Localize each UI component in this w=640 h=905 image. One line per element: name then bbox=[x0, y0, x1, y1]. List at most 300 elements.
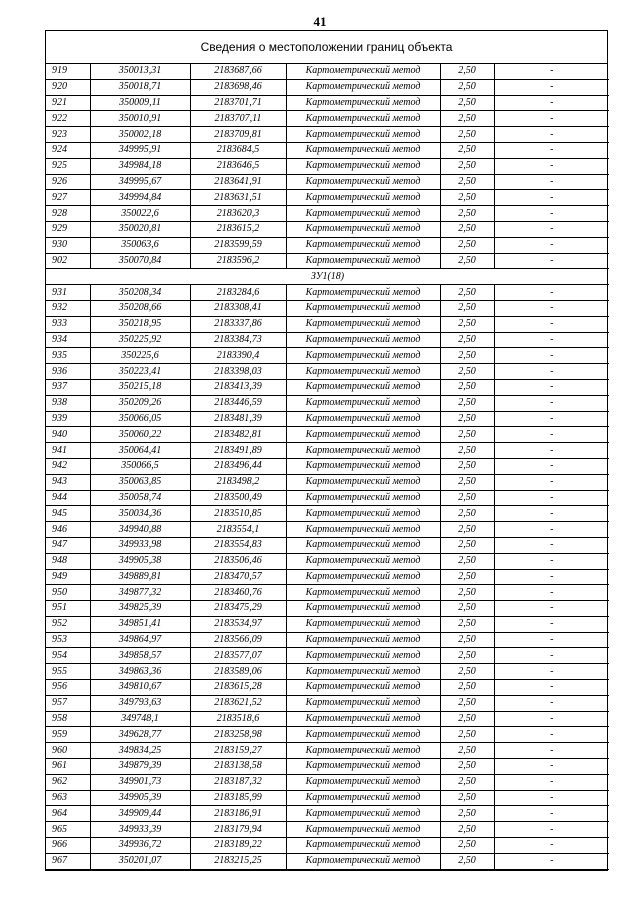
x-coordinate-cell: 349995,91 bbox=[90, 142, 190, 158]
point-number-cell: 961 bbox=[46, 759, 90, 775]
method-cell: Картометрический метод bbox=[286, 474, 440, 490]
point-number-cell: 960 bbox=[46, 743, 90, 759]
point-number-cell: 933 bbox=[46, 316, 90, 332]
accuracy-cell: 2,50 bbox=[440, 727, 494, 743]
point-number-cell: 946 bbox=[46, 522, 90, 538]
y-coordinate-cell: 2183709,81 bbox=[190, 127, 286, 143]
description-cell: - bbox=[494, 553, 609, 569]
method-cell: Картометрический метод bbox=[286, 616, 440, 632]
point-number-cell: 945 bbox=[46, 506, 90, 522]
method-cell: Картометрический метод bbox=[286, 190, 440, 206]
description-cell: - bbox=[494, 743, 609, 759]
x-coordinate-cell: 349901,73 bbox=[90, 774, 190, 790]
x-coordinate-cell: 349851,41 bbox=[90, 616, 190, 632]
table-row bbox=[46, 474, 609, 490]
table-row bbox=[46, 285, 609, 301]
description-cell: - bbox=[494, 727, 609, 743]
accuracy-cell: 2,50 bbox=[440, 348, 494, 364]
point-number-cell: 939 bbox=[46, 411, 90, 427]
description-cell: - bbox=[494, 790, 609, 806]
point-number-cell: 922 bbox=[46, 111, 90, 127]
method-cell: Картометрический метод bbox=[286, 206, 440, 222]
description-cell: - bbox=[494, 111, 609, 127]
accuracy-cell: 2,50 bbox=[440, 553, 494, 569]
y-coordinate-cell: 2183554,1 bbox=[190, 522, 286, 538]
method-cell: Картометрический метод bbox=[286, 158, 440, 174]
accuracy-cell: 2,50 bbox=[440, 127, 494, 143]
y-coordinate-cell: 2183498,2 bbox=[190, 474, 286, 490]
accuracy-cell: 2,50 bbox=[440, 853, 494, 869]
x-coordinate-cell: 350225,92 bbox=[90, 332, 190, 348]
accuracy-cell: 2,50 bbox=[440, 332, 494, 348]
x-coordinate-cell: 350223,41 bbox=[90, 364, 190, 380]
description-cell: - bbox=[494, 364, 609, 380]
x-coordinate-cell: 349628,77 bbox=[90, 727, 190, 743]
y-coordinate-cell: 2183390,4 bbox=[190, 348, 286, 364]
x-coordinate-cell: 350208,66 bbox=[90, 300, 190, 316]
table-row bbox=[46, 300, 609, 316]
method-cell: Картометрический метод bbox=[286, 727, 440, 743]
y-coordinate-cell: 2183179,94 bbox=[190, 822, 286, 838]
table-row bbox=[46, 174, 609, 190]
x-coordinate-cell: 350066,05 bbox=[90, 411, 190, 427]
x-coordinate-cell: 350063,6 bbox=[90, 237, 190, 253]
point-number-cell: 920 bbox=[46, 79, 90, 95]
y-coordinate-cell: 2183687,66 bbox=[190, 64, 286, 79]
accuracy-cell: 2,50 bbox=[440, 822, 494, 838]
point-number-cell: 935 bbox=[46, 348, 90, 364]
y-coordinate-cell: 2183308,41 bbox=[190, 300, 286, 316]
point-number-cell: 962 bbox=[46, 774, 90, 790]
method-cell: Картометрический метод bbox=[286, 127, 440, 143]
method-cell: Картометрический метод bbox=[286, 221, 440, 237]
y-coordinate-cell: 2183566,09 bbox=[190, 632, 286, 648]
method-cell: Картометрический метод bbox=[286, 111, 440, 127]
coordinates-frame bbox=[45, 30, 608, 871]
table-row bbox=[46, 206, 609, 222]
y-coordinate-cell: 2183554,83 bbox=[190, 537, 286, 553]
point-number-cell: 936 bbox=[46, 364, 90, 380]
table-row bbox=[46, 364, 609, 380]
accuracy-cell: 2,50 bbox=[440, 585, 494, 601]
method-cell: Картометрический метод bbox=[286, 774, 440, 790]
x-coordinate-cell: 350002,18 bbox=[90, 127, 190, 143]
table-row bbox=[46, 853, 609, 869]
accuracy-cell: 2,50 bbox=[440, 111, 494, 127]
description-cell: - bbox=[494, 332, 609, 348]
y-coordinate-cell: 2183589,06 bbox=[190, 664, 286, 680]
description-cell: - bbox=[494, 237, 609, 253]
y-coordinate-cell: 2183707,11 bbox=[190, 111, 286, 127]
x-coordinate-cell: 349940,88 bbox=[90, 522, 190, 538]
method-cell: Картометрический метод bbox=[286, 537, 440, 553]
point-number-cell: 965 bbox=[46, 822, 90, 838]
description-cell: - bbox=[494, 759, 609, 775]
y-coordinate-cell: 2183698,46 bbox=[190, 79, 286, 95]
point-number-cell: 926 bbox=[46, 174, 90, 190]
point-number-cell: 950 bbox=[46, 585, 90, 601]
table-row bbox=[46, 490, 609, 506]
accuracy-cell: 2,50 bbox=[440, 253, 494, 269]
x-coordinate-cell: 350209,26 bbox=[90, 395, 190, 411]
table-row bbox=[46, 522, 609, 538]
x-coordinate-cell: 350070,84 bbox=[90, 253, 190, 269]
method-cell: Картометрический метод bbox=[286, 648, 440, 664]
description-cell: - bbox=[494, 395, 609, 411]
description-cell: - bbox=[494, 206, 609, 222]
point-number-cell: 921 bbox=[46, 95, 90, 111]
accuracy-cell: 2,50 bbox=[440, 174, 494, 190]
y-coordinate-cell: 2183615,2 bbox=[190, 221, 286, 237]
table-row bbox=[46, 348, 609, 364]
accuracy-cell: 2,50 bbox=[440, 616, 494, 632]
method-cell: Картометрический метод bbox=[286, 64, 440, 79]
table-row bbox=[46, 379, 609, 395]
method-cell: Картометрический метод bbox=[286, 680, 440, 696]
y-coordinate-cell: 2183701,71 bbox=[190, 95, 286, 111]
table-row bbox=[46, 632, 609, 648]
table-row bbox=[46, 458, 609, 474]
description-cell: - bbox=[494, 664, 609, 680]
table-row bbox=[46, 64, 609, 79]
method-cell: Картометрический метод bbox=[286, 743, 440, 759]
method-cell: Картометрический метод bbox=[286, 506, 440, 522]
x-coordinate-cell: 350013,31 bbox=[90, 64, 190, 79]
y-coordinate-cell: 2183446,59 bbox=[190, 395, 286, 411]
table-row bbox=[46, 395, 609, 411]
description-cell: - bbox=[494, 348, 609, 364]
x-coordinate-cell: 349905,38 bbox=[90, 553, 190, 569]
method-cell: Картометрический метод bbox=[286, 632, 440, 648]
description-cell: - bbox=[494, 174, 609, 190]
method-cell: Картометрический метод bbox=[286, 790, 440, 806]
x-coordinate-cell: 349909,44 bbox=[90, 806, 190, 822]
point-number-cell: 941 bbox=[46, 443, 90, 459]
point-number-cell: 931 bbox=[46, 285, 90, 301]
method-cell: Картометрический метод bbox=[286, 237, 440, 253]
description-cell: - bbox=[494, 127, 609, 143]
x-coordinate-cell: 349834,25 bbox=[90, 743, 190, 759]
description-cell: - bbox=[494, 774, 609, 790]
description-cell: - bbox=[494, 695, 609, 711]
method-cell: Картометрический метод bbox=[286, 553, 440, 569]
accuracy-cell: 2,50 bbox=[440, 395, 494, 411]
y-coordinate-cell: 2183481,39 bbox=[190, 411, 286, 427]
description-cell: - bbox=[494, 522, 609, 538]
description-cell: - bbox=[494, 648, 609, 664]
x-coordinate-cell: 350063,85 bbox=[90, 474, 190, 490]
accuracy-cell: 2,50 bbox=[440, 458, 494, 474]
point-number-cell: 955 bbox=[46, 664, 90, 680]
method-cell: Картометрический метод bbox=[286, 759, 440, 775]
point-number-cell: 944 bbox=[46, 490, 90, 506]
accuracy-cell: 2,50 bbox=[440, 474, 494, 490]
description-cell: - bbox=[494, 221, 609, 237]
table-row bbox=[46, 316, 609, 332]
y-coordinate-cell: 2183646,5 bbox=[190, 158, 286, 174]
x-coordinate-cell: 350215,18 bbox=[90, 379, 190, 395]
method-cell: Картометрический метод bbox=[286, 300, 440, 316]
y-coordinate-cell: 2183470,57 bbox=[190, 569, 286, 585]
accuracy-cell: 2,50 bbox=[440, 158, 494, 174]
accuracy-cell: 2,50 bbox=[440, 522, 494, 538]
method-cell: Картометрический метод bbox=[286, 427, 440, 443]
accuracy-cell: 2,50 bbox=[440, 601, 494, 617]
y-coordinate-cell: 2183185,99 bbox=[190, 790, 286, 806]
x-coordinate-cell: 349995,67 bbox=[90, 174, 190, 190]
y-coordinate-cell: 2183159,27 bbox=[190, 743, 286, 759]
point-number-cell: 948 bbox=[46, 553, 90, 569]
y-coordinate-cell: 2183500,49 bbox=[190, 490, 286, 506]
description-cell: - bbox=[494, 632, 609, 648]
accuracy-cell: 2,50 bbox=[440, 285, 494, 301]
y-coordinate-cell: 2183518,6 bbox=[190, 711, 286, 727]
description-cell: - bbox=[494, 427, 609, 443]
method-cell: Картометрический метод bbox=[286, 822, 440, 838]
accuracy-cell: 2,50 bbox=[440, 743, 494, 759]
description-cell: - bbox=[494, 458, 609, 474]
table-row bbox=[46, 79, 609, 95]
accuracy-cell: 2,50 bbox=[440, 648, 494, 664]
point-number-cell: 934 bbox=[46, 332, 90, 348]
description-cell: - bbox=[494, 838, 609, 854]
accuracy-cell: 2,50 bbox=[440, 237, 494, 253]
y-coordinate-cell: 2183684,5 bbox=[190, 142, 286, 158]
point-number-cell: 937 bbox=[46, 379, 90, 395]
accuracy-cell: 2,50 bbox=[440, 537, 494, 553]
point-number-cell: 947 bbox=[46, 537, 90, 553]
description-cell: - bbox=[494, 616, 609, 632]
y-coordinate-cell: 2183491,89 bbox=[190, 443, 286, 459]
description-cell: - bbox=[494, 680, 609, 696]
y-coordinate-cell: 2183475,29 bbox=[190, 601, 286, 617]
table-row bbox=[46, 838, 609, 854]
method-cell: Картометрический метод bbox=[286, 458, 440, 474]
point-number-cell: 938 bbox=[46, 395, 90, 411]
coordinates-table bbox=[46, 64, 609, 870]
point-number-cell: 902 bbox=[46, 253, 90, 269]
accuracy-cell: 2,50 bbox=[440, 316, 494, 332]
description-cell: - bbox=[494, 316, 609, 332]
x-coordinate-cell: 350020,81 bbox=[90, 221, 190, 237]
method-cell: Картометрический метод bbox=[286, 174, 440, 190]
x-coordinate-cell: 349810,67 bbox=[90, 680, 190, 696]
point-number-cell: 930 bbox=[46, 237, 90, 253]
accuracy-cell: 2,50 bbox=[440, 142, 494, 158]
table-row bbox=[46, 537, 609, 553]
description-cell: - bbox=[494, 711, 609, 727]
table-row bbox=[46, 127, 609, 143]
point-number-cell: 953 bbox=[46, 632, 90, 648]
y-coordinate-cell: 2183599,59 bbox=[190, 237, 286, 253]
accuracy-cell: 2,50 bbox=[440, 364, 494, 380]
point-number-cell: 932 bbox=[46, 300, 90, 316]
table-row bbox=[46, 695, 609, 711]
table-row bbox=[46, 427, 609, 443]
accuracy-cell: 2,50 bbox=[440, 443, 494, 459]
point-number-cell: 966 bbox=[46, 838, 90, 854]
method-cell: Картометрический метод bbox=[286, 585, 440, 601]
table-row bbox=[46, 569, 609, 585]
x-coordinate-cell: 349994,84 bbox=[90, 190, 190, 206]
x-coordinate-cell: 350066,5 bbox=[90, 458, 190, 474]
x-coordinate-cell: 350022,6 bbox=[90, 206, 190, 222]
y-coordinate-cell: 2183510,85 bbox=[190, 506, 286, 522]
point-number-cell: 924 bbox=[46, 142, 90, 158]
description-cell: - bbox=[494, 379, 609, 395]
accuracy-cell: 2,50 bbox=[440, 95, 494, 111]
x-coordinate-cell: 349748,1 bbox=[90, 711, 190, 727]
point-number-cell: 963 bbox=[46, 790, 90, 806]
description-cell: - bbox=[494, 79, 609, 95]
method-cell: Картометрический метод bbox=[286, 490, 440, 506]
table-row bbox=[46, 332, 609, 348]
point-number-cell: 964 bbox=[46, 806, 90, 822]
description-cell: - bbox=[494, 285, 609, 301]
table-row bbox=[46, 553, 609, 569]
accuracy-cell: 2,50 bbox=[440, 79, 494, 95]
x-coordinate-cell: 349889,81 bbox=[90, 569, 190, 585]
point-number-cell: 951 bbox=[46, 601, 90, 617]
description-cell: - bbox=[494, 300, 609, 316]
method-cell: Картометрический метод bbox=[286, 395, 440, 411]
method-cell: Картометрический метод bbox=[286, 348, 440, 364]
x-coordinate-cell: 349863,36 bbox=[90, 664, 190, 680]
table-row bbox=[46, 411, 609, 427]
accuracy-cell: 2,50 bbox=[440, 806, 494, 822]
description-cell: - bbox=[494, 537, 609, 553]
y-coordinate-cell: 2183189,22 bbox=[190, 838, 286, 854]
x-coordinate-cell: 350218,95 bbox=[90, 316, 190, 332]
x-coordinate-cell: 349879,39 bbox=[90, 759, 190, 775]
y-coordinate-cell: 2183496,44 bbox=[190, 458, 286, 474]
x-coordinate-cell: 350010,91 bbox=[90, 111, 190, 127]
point-number-cell: 952 bbox=[46, 616, 90, 632]
table-row bbox=[46, 601, 609, 617]
y-coordinate-cell: 2183534,97 bbox=[190, 616, 286, 632]
method-cell: Картометрический метод bbox=[286, 806, 440, 822]
y-coordinate-cell: 2183384,73 bbox=[190, 332, 286, 348]
accuracy-cell: 2,50 bbox=[440, 774, 494, 790]
x-coordinate-cell: 350201,07 bbox=[90, 853, 190, 869]
table-row bbox=[46, 648, 609, 664]
y-coordinate-cell: 2183413,39 bbox=[190, 379, 286, 395]
table-row bbox=[46, 443, 609, 459]
point-number-cell: 919 bbox=[46, 64, 90, 79]
table-row bbox=[46, 506, 609, 522]
accuracy-cell: 2,50 bbox=[440, 569, 494, 585]
point-number-cell: 957 bbox=[46, 695, 90, 711]
method-cell: Картометрический метод bbox=[286, 379, 440, 395]
y-coordinate-cell: 2183215,25 bbox=[190, 853, 286, 869]
x-coordinate-cell: 350064,41 bbox=[90, 443, 190, 459]
description-cell: - bbox=[494, 142, 609, 158]
accuracy-cell: 2,50 bbox=[440, 711, 494, 727]
accuracy-cell: 2,50 bbox=[440, 221, 494, 237]
accuracy-cell: 2,50 bbox=[440, 790, 494, 806]
accuracy-cell: 2,50 bbox=[440, 379, 494, 395]
accuracy-cell: 2,50 bbox=[440, 190, 494, 206]
x-coordinate-cell: 349984,18 bbox=[90, 158, 190, 174]
y-coordinate-cell: 2183398,03 bbox=[190, 364, 286, 380]
table-row bbox=[46, 727, 609, 743]
accuracy-cell: 2,50 bbox=[440, 759, 494, 775]
table-row bbox=[46, 790, 609, 806]
method-cell: Картометрический метод bbox=[286, 664, 440, 680]
description-cell: - bbox=[494, 474, 609, 490]
table-row bbox=[46, 680, 609, 696]
x-coordinate-cell: 349877,32 bbox=[90, 585, 190, 601]
point-number-cell: 928 bbox=[46, 206, 90, 222]
section-label: ЗУ1(18) bbox=[46, 269, 609, 285]
method-cell: Картометрический метод bbox=[286, 838, 440, 854]
point-number-cell: 943 bbox=[46, 474, 90, 490]
x-coordinate-cell: 350225,6 bbox=[90, 348, 190, 364]
point-number-cell: 923 bbox=[46, 127, 90, 143]
x-coordinate-cell: 350060,22 bbox=[90, 427, 190, 443]
accuracy-cell: 2,50 bbox=[440, 506, 494, 522]
y-coordinate-cell: 2183337,86 bbox=[190, 316, 286, 332]
table-row bbox=[46, 774, 609, 790]
y-coordinate-cell: 2183186,91 bbox=[190, 806, 286, 822]
table-row bbox=[46, 158, 609, 174]
description-cell: - bbox=[494, 64, 609, 79]
method-cell: Картометрический метод bbox=[286, 253, 440, 269]
method-cell: Картометрический метод bbox=[286, 285, 440, 301]
method-cell: Картометрический метод bbox=[286, 332, 440, 348]
y-coordinate-cell: 2183620,3 bbox=[190, 206, 286, 222]
method-cell: Картометрический метод bbox=[286, 853, 440, 869]
accuracy-cell: 2,50 bbox=[440, 300, 494, 316]
point-number-cell: 954 bbox=[46, 648, 90, 664]
y-coordinate-cell: 2183631,51 bbox=[190, 190, 286, 206]
description-cell: - bbox=[494, 853, 609, 869]
accuracy-cell: 2,50 bbox=[440, 632, 494, 648]
table-row bbox=[46, 111, 609, 127]
y-coordinate-cell: 2183577,07 bbox=[190, 648, 286, 664]
table-row bbox=[46, 142, 609, 158]
table-row bbox=[46, 759, 609, 775]
point-number-cell: 942 bbox=[46, 458, 90, 474]
table-title: Сведения о местоположении границ объекта bbox=[46, 31, 607, 64]
x-coordinate-cell: 350208,34 bbox=[90, 285, 190, 301]
y-coordinate-cell: 2183621,52 bbox=[190, 695, 286, 711]
accuracy-cell: 2,50 bbox=[440, 411, 494, 427]
accuracy-cell: 2,50 bbox=[440, 64, 494, 79]
y-coordinate-cell: 2183506,46 bbox=[190, 553, 286, 569]
x-coordinate-cell: 349864,97 bbox=[90, 632, 190, 648]
x-coordinate-cell: 349933,98 bbox=[90, 537, 190, 553]
x-coordinate-cell: 349858,57 bbox=[90, 648, 190, 664]
point-number-cell: 927 bbox=[46, 190, 90, 206]
description-cell: - bbox=[494, 806, 609, 822]
y-coordinate-cell: 2183596,2 bbox=[190, 253, 286, 269]
x-coordinate-cell: 349905,39 bbox=[90, 790, 190, 806]
accuracy-cell: 2,50 bbox=[440, 664, 494, 680]
table-row bbox=[46, 221, 609, 237]
point-number-cell: 967 bbox=[46, 853, 90, 869]
table-row bbox=[46, 95, 609, 111]
x-coordinate-cell: 349933,39 bbox=[90, 822, 190, 838]
section-row bbox=[46, 269, 609, 285]
y-coordinate-cell: 2183482,81 bbox=[190, 427, 286, 443]
description-cell: - bbox=[494, 158, 609, 174]
y-coordinate-cell: 2183138,58 bbox=[190, 759, 286, 775]
point-number-cell: 958 bbox=[46, 711, 90, 727]
accuracy-cell: 2,50 bbox=[440, 206, 494, 222]
table-row bbox=[46, 806, 609, 822]
y-coordinate-cell: 2183187,32 bbox=[190, 774, 286, 790]
